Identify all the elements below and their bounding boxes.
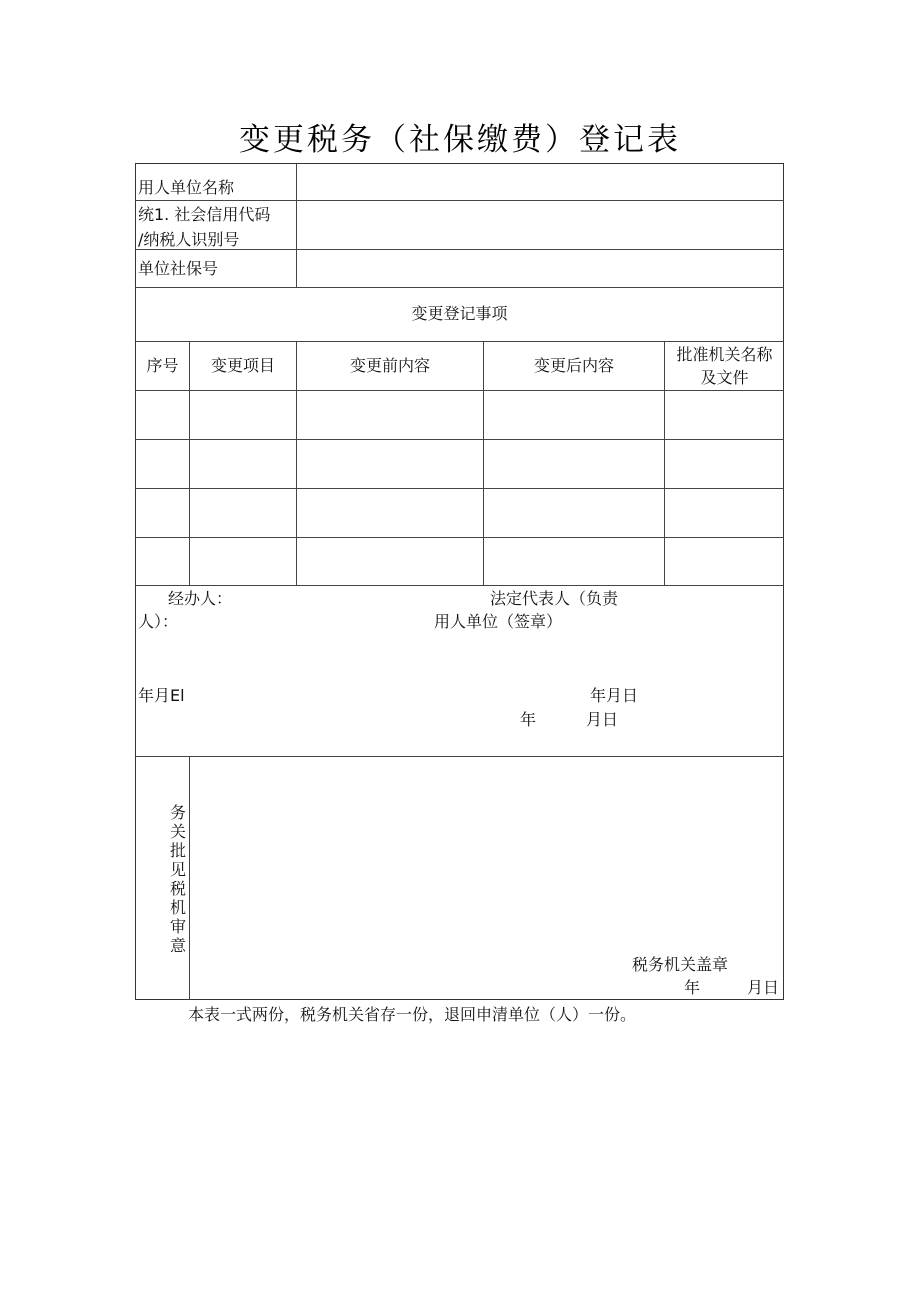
table-cell[interactable] (484, 391, 664, 439)
table-cell[interactable] (136, 391, 189, 439)
taxpayer-id-label: /纳税人识别号 (138, 230, 240, 249)
table-cell[interactable] (297, 440, 483, 488)
form-title: 变更税务（社保缴费）登记表 (239, 122, 681, 158)
table-cell[interactable] (190, 440, 296, 488)
employer-seal-label: 用人单位（签章） (434, 612, 563, 631)
table-row (136, 489, 784, 537)
employer-date-year: 年 (520, 710, 537, 729)
table-cell[interactable] (665, 391, 784, 439)
tax-review-date-year: 年 (684, 978, 701, 997)
handler-label: 经办人： (168, 589, 233, 608)
table-cell[interactable] (484, 440, 664, 488)
table-cell[interactable] (484, 489, 664, 537)
row-divider (135, 585, 784, 586)
table-cell[interactable] (136, 538, 189, 585)
social-security-no-label: 单位社保号 (138, 259, 219, 278)
table-cell[interactable] (297, 538, 483, 585)
table-row (136, 538, 784, 585)
column-header-index: 序号 (146, 356, 179, 375)
row-divider (135, 287, 784, 288)
column-header-before: 变更前内容 (349, 356, 430, 375)
table-cell[interactable] (190, 538, 296, 585)
legal-representative-label: 法定代表人（负责 (490, 589, 619, 608)
table-row (136, 391, 784, 439)
table-cell[interactable] (136, 489, 189, 537)
social-security-no-field[interactable] (297, 250, 783, 287)
handler-date: 年月El (138, 686, 185, 705)
table-cell[interactable] (136, 440, 189, 488)
column-header-approval: 批准机关名称 (676, 345, 773, 364)
table-cell[interactable] (190, 391, 296, 439)
employer-date-month-day: 月日 (586, 710, 619, 729)
column-header-item: 变更项目 (210, 356, 275, 375)
tax-review-field[interactable] (190, 757, 783, 947)
credit-code-field[interactable] (297, 201, 783, 249)
credit-code-label: 统1. 社会信用代码 (138, 205, 271, 224)
row-divider (135, 341, 784, 342)
section-heading: 变更登记事项 (411, 304, 508, 323)
employer-name-field[interactable] (297, 164, 783, 200)
table-cell[interactable] (665, 440, 784, 488)
footer-note: 本表一式两份，税务机关省存一份，退回申清单位（人）一份。 (188, 1005, 637, 1024)
tax-seal-label: 税务机关盖章 (632, 955, 729, 974)
legal-representative-label-cont: 人）： (138, 612, 179, 631)
column-header-approval-cont: 及文件 (700, 368, 749, 387)
table-cell[interactable] (665, 538, 784, 585)
column-header-after: 变更后内容 (533, 356, 614, 375)
tax-review-date-month-day: 月日 (747, 978, 780, 997)
table-cell[interactable] (297, 489, 483, 537)
table-cell[interactable] (484, 538, 664, 585)
table-cell[interactable] (297, 391, 483, 439)
employer-name-label: 用人单位名称 (138, 178, 235, 197)
table-row (136, 440, 784, 488)
table-cell[interactable] (190, 489, 296, 537)
tax-review-label: 务关批见税机审意 (169, 803, 186, 955)
table-cell[interactable] (665, 489, 784, 537)
legal-rep-date: 年月日 (590, 686, 639, 705)
